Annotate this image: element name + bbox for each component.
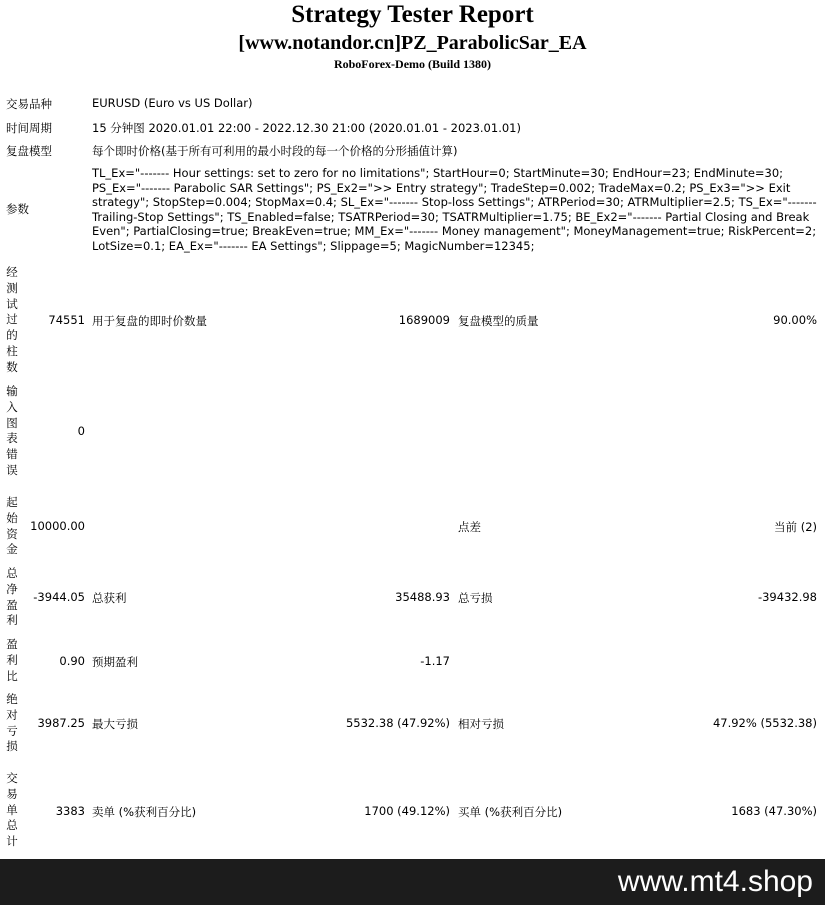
profit-factor-label: 盈利比 [6, 637, 18, 683]
params-label: 参数 [6, 202, 29, 216]
period-value: 15 分钟图 2020.01.01 22:00 - 2022.12.30 21:00 (2020.01.01 - 2023.01.01) [92, 121, 521, 135]
model-label: 复盘模型 [6, 144, 52, 158]
gross-profit-label: 总获利 [92, 591, 127, 605]
max-drawdown-value: 5532.38 (47.92%) [345, 716, 450, 730]
watermark-text: www.mt4.shop [617, 865, 813, 898]
short-positions-value: 1700 (49.12%) [364, 804, 450, 818]
net-profit-label: 总净盈利 [6, 566, 18, 628]
deposit-value: 10000.00 [30, 519, 85, 533]
footer-bar [0, 859, 825, 905]
relative-drawdown-value: 47.92% (5532.38) [712, 716, 817, 730]
errors-value: 0 [77, 424, 85, 438]
gross-loss-label: 总亏损 [458, 591, 493, 605]
report-build: RoboForex-Demo (Build 1380) [333, 57, 492, 71]
ticks-label: 用于复盘的即时价数量 [92, 314, 207, 328]
quality-label: 复盘模型的质量 [458, 314, 539, 328]
ticks-value: 1689009 [398, 313, 450, 327]
expected-payoff-label: 预期盈利 [92, 655, 138, 669]
max-drawdown-label: 最大亏损 [92, 717, 138, 731]
report-title: Strategy Tester Report [291, 1, 534, 28]
info-table [6, 96, 817, 256]
model-value: 每个即时价格(基于所有可利用的最小时段的每一个价格的分形插值计算) [92, 144, 458, 158]
absolute-drawdown-label: 绝对亏损 [6, 692, 18, 754]
profit-factor-value: 0.90 [59, 654, 85, 668]
gross-profit-value: 35488.93 [395, 590, 450, 604]
long-positions-label: 买单 (%获利百分比) [458, 805, 563, 819]
gross-loss-value: -39432.98 [757, 590, 817, 604]
report-subtitle: [www.notandor.cn]PZ_ParabolicSar_EA [238, 32, 587, 54]
spread-value: 当前 (2) [774, 520, 817, 534]
short-positions-label: 卖单 (%获利百分比) [92, 805, 197, 819]
expected-payoff-value: -1.17 [420, 654, 450, 668]
report-header [0, 0, 825, 72]
symbol-label: 交易品种 [6, 97, 52, 111]
quality-value: 90.00% [773, 313, 817, 327]
bars-label: 经测试过的柱数 [6, 265, 18, 374]
params-row [6, 166, 817, 253]
absolute-drawdown-value: 3987.25 [37, 716, 85, 730]
deposit-label: 起始资金 [6, 495, 18, 557]
total-trades-value: 3383 [55, 804, 85, 818]
bars-value: 74551 [48, 313, 85, 327]
period-label: 时间周期 [6, 121, 52, 135]
total-trades-label: 交易单总计 [6, 771, 18, 849]
spread-label: 点差 [458, 520, 481, 534]
net-profit-value: -3944.05 [33, 590, 85, 604]
relative-drawdown-label: 相对亏损 [458, 717, 504, 731]
long-positions-value: 1683 (47.30%) [731, 804, 817, 818]
symbol-value: EURUSD (Euro vs US Dollar) [92, 96, 253, 110]
errors-label: 输入图表错误 [6, 384, 18, 477]
params-value: TL_Ex="------- Hour settings: set to zero for no limitations"; StartHour=0; StartMinute=30; EndHour=23; EndMinute=30; PS_Ex="------- Parabolic SAR Settings"; PS_Ex2=">> Entry strategy"; TradeStep=0.002; TradeMax=0.2; PS_Ex3=">> Exit strategy"; StopStep=0.004; StopMax=0.4; SL_Ex="------- Stop-loss Settings"; ATRPeriod=30; ATRMultiplier=2.5; TS_Ex="------- Trailing-Stop Settings"; TS_Enabled=false; TSATRPeriod=30; TSATRMultiplier=1.75; BE_Ex2="------- Partial Closing and Break Even"; PartialClosing=true; BreakEven=true; MM_Ex="------- Money management"; MoneyManagement=true; RiskPercent=2; LotSize=0.1; EA_Ex="------- EA Settings"; Slippage=5; MagicNumber=12345; [92, 166, 817, 253]
